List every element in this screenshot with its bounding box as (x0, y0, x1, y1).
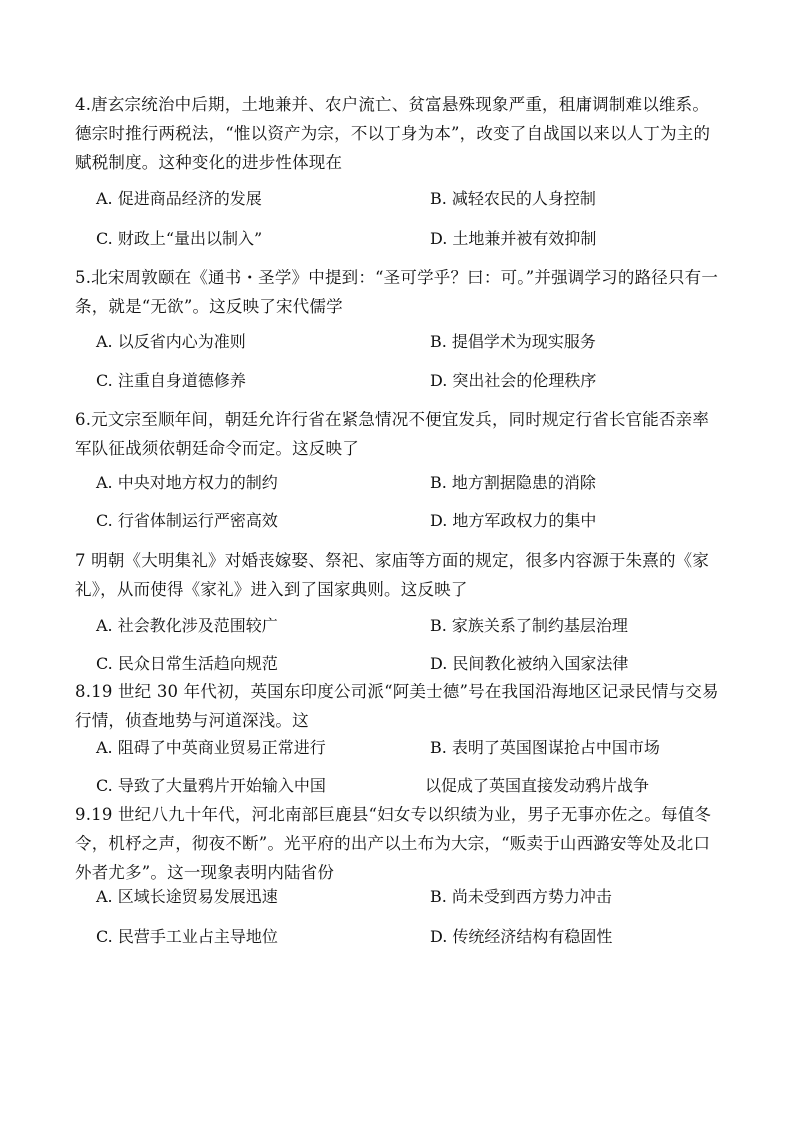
question-9-option-b: B. 尚未受到西方势力冲击 (430, 887, 612, 906)
question-6-option-a: A. 中央对地方权力的制约 (96, 473, 278, 492)
question-9-option-d: D. 传统经济结构有稳固性 (430, 927, 613, 946)
question-8-option-a: A. 阻碍了中英商业贸易正常进行 (96, 738, 326, 757)
question-6-option-c: C. 行省体制运行严密高效 (96, 511, 278, 530)
question-4-option-a: A. 促进商品经济的发展 (96, 189, 262, 208)
question-6-stem: 6.元文宗至顺年间，朝廷允许行省在紧急情况不便宜发兵，同时规定行省长官能否亲率军队征战须依朝廷命令而定。这反映了 (75, 410, 710, 458)
question-5-stem: 5.北宋周敦颐在《通书・圣学》中提到：“圣可学乎？曰：可。”并强调学习的路径只有一条，就是“无欲”。这反映了宋代儒学 (75, 268, 719, 316)
question-9-option-a: A. 区域长途贸易发展迅速 (96, 887, 278, 906)
question-8-option-b: B. 表明了英国图谋抢占中国市场 (430, 738, 660, 757)
question-4-option-d: D. 土地兼并被有效抑制 (430, 229, 597, 248)
question-8-stem: 8.19 世纪 30 年代初，英国东印度公司派“阿美士德”号在我国沿海地区记录民情与交易行情，侦查地势与河道深浅。这 (75, 682, 719, 730)
question-7-stem: 7 明朝《大明集礼》对婚丧嫁娶、祭祀、家庙等方面的规定，很多内容源于朱熹的《家礼》，从而使得《家礼》进入到了国家典则。这反映了 (75, 551, 710, 599)
question-7-option-c: C. 民众日常生活趋向规范 (96, 654, 278, 673)
question-4-option-c: C. 财政上“量出以制入” (96, 229, 263, 248)
question-5-option-c: C. 注重自身道德修养 (96, 371, 246, 390)
question-7-option-a: A. 社会教化涉及范围较广 (96, 616, 278, 635)
question-6-option-b: B. 地方割据隐患的消除 (430, 473, 596, 492)
question-7-option-d: D. 民间教化被纳入国家法律 (430, 654, 629, 673)
question-8-option-c: C. 导致了大量鸦片开始输入中国 (96, 776, 326, 795)
question-4-option-b: B. 减轻农民的人身控制 (430, 189, 596, 208)
question-5-option-a: A. 以反省内心为准则 (96, 332, 246, 351)
question-5-option-d: D. 突出社会的伦理秩序 (430, 371, 597, 390)
question-9-stem: 9.19 世纪八九十年代，河北南部巨鹿县“妇女专以织绩为业，男子无事亦佐之。每值冬令，机杼之声，彻夜不断”。光平府的出产以土布为大宗，“贩卖于山西潞安等处及北口外者尤多”。这一现象表明内陆省份 (75, 805, 712, 882)
question-5-option-b: B. 提倡学术为现实服务 (430, 332, 596, 351)
question-6-option-d: D. 地方军政权力的集中 (430, 511, 597, 530)
question-7-option-b: B. 家族关系了制约基层治理 (430, 616, 628, 635)
question-9-option-c: C. 民营手工业占主导地位 (96, 927, 278, 946)
question-8-option-d: 以促成了英国直接发动鸦片战争 (425, 776, 650, 795)
question-4-stem: 4.唐玄宗统治中后期，土地兼并、农户流亡、贫富悬殊现象严重，租庸调制难以维系。德宗时推行两税法，“惟以资产为宗，不以丁身为本”，改变了自战国以来以人丁为主的赋税制度。这种变化的进步性体现在 (75, 95, 711, 172)
